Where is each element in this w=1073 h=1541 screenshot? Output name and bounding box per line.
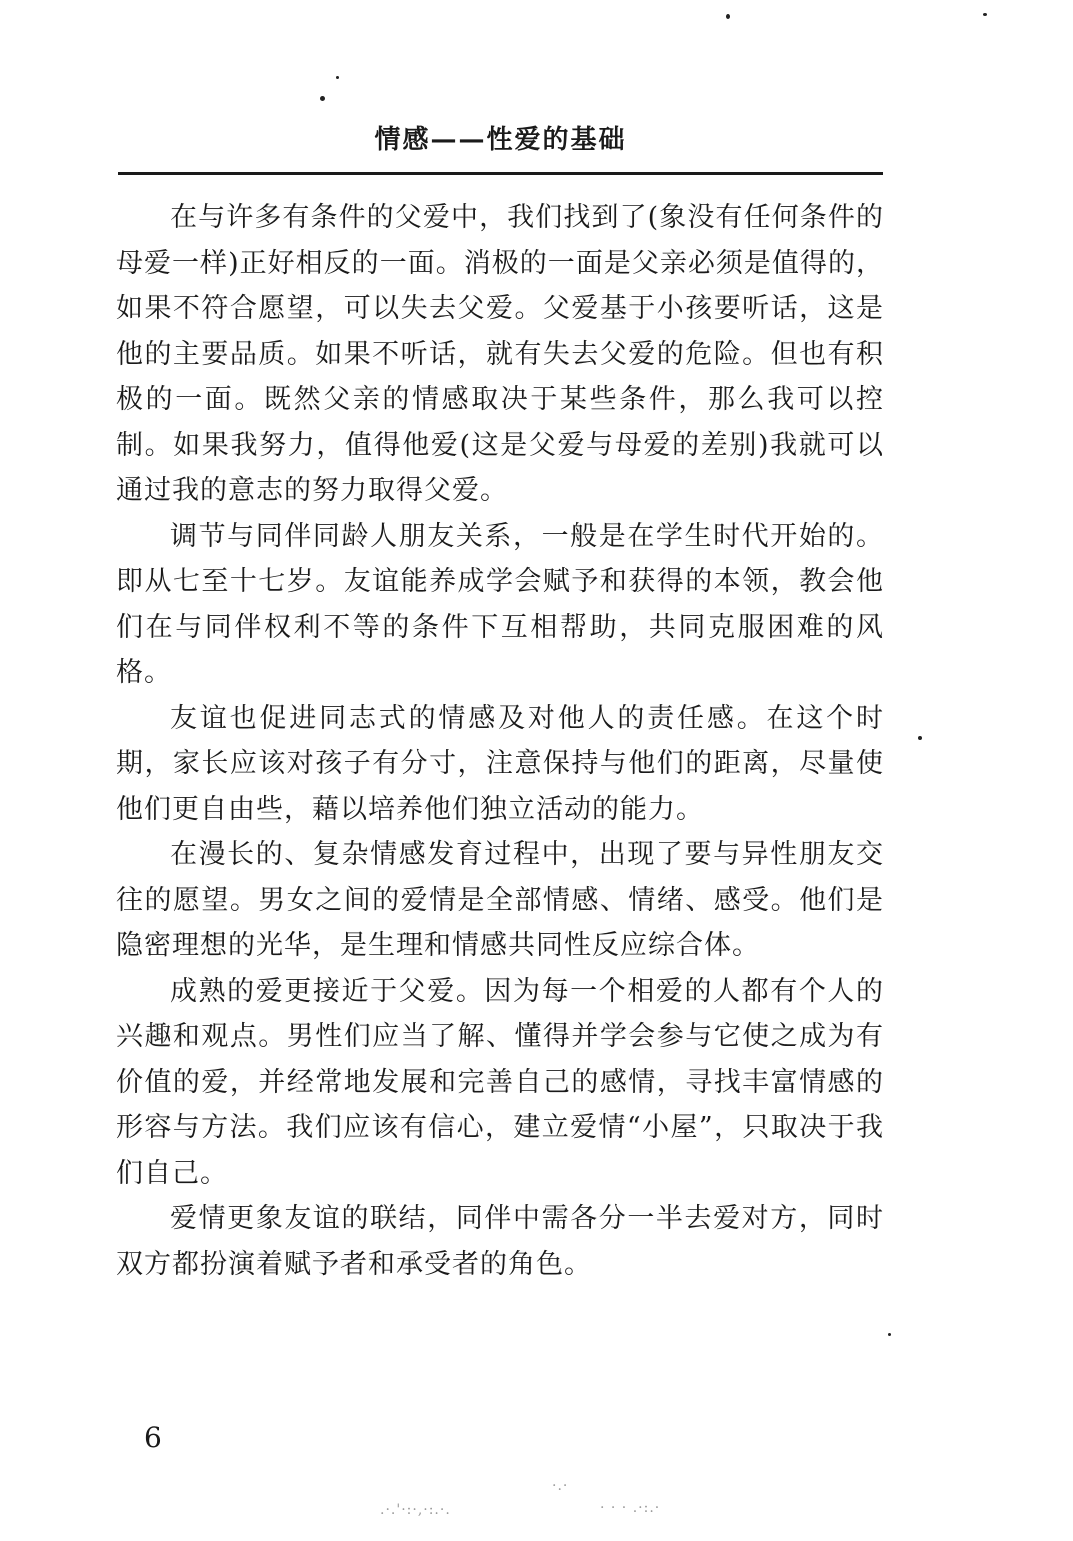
scan-noise: · · · .·:.·	[600, 1500, 661, 1516]
scan-speck	[918, 736, 922, 740]
paragraph-1: 在与许多有条件的父爱中，我们找到了(象没有任何条件的母爱一样)正好相反的一面。消极的一面是父亲必须是值得的，如果不符合愿望，可以失去父爱。父爱基于小孩要听话，这是他的主要品质。如果不听话，就有失去父爱的危险。但也有积极的一面。既然父亲的情感取决于某些条件，那么我可以控制。如果我努力，值得他爱(这是父爱与母爱的差别)我就可以通过我的意志的努力取得父爱。	[116, 202, 884, 506]
scan-speck	[320, 96, 325, 101]
paragraph-6: 爱情更象友谊的联结，同伴中需各分一半去爱对方，同时双方都扮演着赋予者和承受者的角色。	[116, 1203, 884, 1280]
scan-speck	[336, 76, 339, 79]
running-header: 情感——性爱的基础	[374, 125, 627, 155]
header-rule	[118, 172, 883, 175]
scan-noise: ·.·	[552, 1478, 569, 1494]
scan-noise: .·.'·:·,·:.·.	[380, 1502, 451, 1518]
page-number: 6	[144, 1421, 162, 1454]
paragraph-3: 友谊也促进同志式的情感及对他人的责任感。在这个时期，家长应该对孩子有分寸，注意保持与他们的距离，尽量使他们更自由些，藉以培养他们独立活动的能力。	[116, 702, 884, 825]
paragraph-5: 成熟的爱更接近于父爱。因为每一个相爱的人都有个人的兴趣和观点。男性们应当了解、懂得并学会参与它使之成为有价值的爱，并经常地发展和完善自己的感情，寻找丰富情感的形容与方法。我们应该有信心，建立爱情“小屋”，只取决于我们自己。	[116, 975, 884, 1189]
body-text	[116, 195, 884, 1287]
scan-speck	[983, 13, 987, 16]
scan-speck	[888, 1333, 891, 1336]
paragraph-4: 在漫长的、复杂情感发育过程中，出现了要与异性朋友交往的愿望。男女之间的爱情是全部情感、情绪、感受。他们是隐密理想的光华，是生理和情感共同性反应综合体。	[116, 839, 884, 961]
paragraph-2: 调节与同伴同龄人朋友关系，一般是在学生时代开始的。即从七至十七岁。友谊能养成学会赋予和获得的本领，教会他们在与同伴权利不等的条件下互相帮助，共同克服困难的风格。	[116, 520, 884, 688]
scan-speck	[726, 14, 730, 19]
